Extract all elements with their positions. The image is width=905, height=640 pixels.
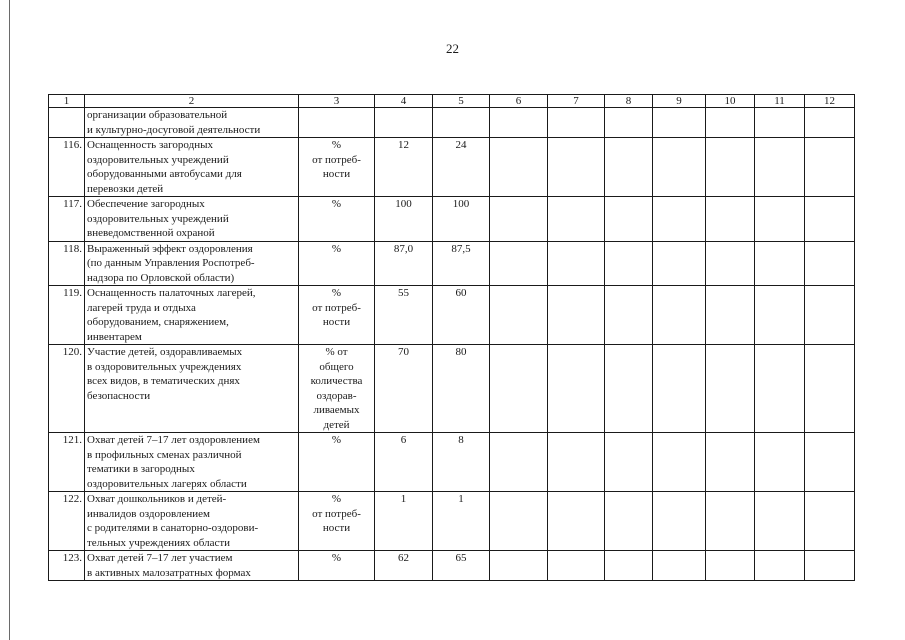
empty-cell: [605, 345, 653, 433]
row-number-cell: 122.: [49, 492, 85, 551]
empty-cell: [706, 433, 755, 492]
empty-cell: [805, 286, 855, 345]
unit-cell: %: [299, 433, 375, 492]
table-row: [49, 345, 855, 433]
table-row: [49, 108, 855, 138]
empty-cell: [755, 433, 805, 492]
empty-cell: [548, 138, 605, 197]
column-number-header: 8: [605, 95, 653, 108]
empty-cell: [605, 492, 653, 551]
value-cell-col4: 87,0: [375, 241, 433, 286]
column-number-header: 5: [433, 95, 490, 108]
empty-cell: [805, 345, 855, 433]
row-number-cell: 118.: [49, 241, 85, 286]
empty-cell: [548, 286, 605, 345]
unit-cell: %: [299, 241, 375, 286]
unit-cell: %: [299, 551, 375, 581]
empty-cell: [805, 492, 855, 551]
column-number-header: 11: [755, 95, 805, 108]
empty-cell: [755, 551, 805, 581]
empty-cell: [755, 345, 805, 433]
empty-cell: [605, 197, 653, 242]
row-number-cell: 116.: [49, 138, 85, 197]
empty-cell: [490, 433, 548, 492]
value-cell-col5: 80: [433, 345, 490, 433]
unit-cell: % от потреб- ности: [299, 138, 375, 197]
empty-cell: [605, 108, 653, 138]
unit-cell: % от потреб- ности: [299, 492, 375, 551]
empty-cell: [548, 345, 605, 433]
empty-cell: [548, 433, 605, 492]
value-cell-col4: 70: [375, 345, 433, 433]
empty-cell: [755, 241, 805, 286]
empty-cell: [548, 197, 605, 242]
empty-cell: [653, 345, 706, 433]
empty-cell: [653, 286, 706, 345]
empty-cell: [706, 492, 755, 551]
empty-cell: [548, 108, 605, 138]
value-cell-col5: 87,5: [433, 241, 490, 286]
empty-cell: [548, 492, 605, 551]
empty-cell: [706, 197, 755, 242]
indicators-table: [48, 94, 855, 581]
column-number-header: 7: [548, 95, 605, 108]
column-number-header: 4: [375, 95, 433, 108]
empty-cell: [653, 138, 706, 197]
indicator-cell: Оснащенность палаточных лагерей, лагерей труда и отдыха оборудованием, снаряжением, инвентарем: [85, 286, 299, 345]
empty-cell: [653, 433, 706, 492]
empty-cell: [706, 551, 755, 581]
indicator-cell: Выраженный эффект оздоровления (по данным Управления Роспотреб- надзора по Орловской области): [85, 241, 299, 286]
column-number-header: 3: [299, 95, 375, 108]
empty-cell: [490, 138, 548, 197]
empty-cell: [653, 197, 706, 242]
indicator-cell: Обеспечение загородных оздоровительных учреждений вневедомственной охраной: [85, 197, 299, 242]
empty-cell: [805, 197, 855, 242]
empty-cell: [706, 345, 755, 433]
empty-cell: [755, 492, 805, 551]
empty-cell: [490, 551, 548, 581]
value-cell-col5: 60: [433, 286, 490, 345]
indicator-cell: организации образовательной и культурно-досуговой деятельности: [85, 108, 299, 138]
value-cell-col5: 65: [433, 551, 490, 581]
empty-cell: [653, 108, 706, 138]
row-number-cell: 121.: [49, 433, 85, 492]
empty-cell: [706, 241, 755, 286]
page-number: 22: [446, 41, 459, 56]
value-cell-col5: [433, 108, 490, 138]
empty-cell: [755, 286, 805, 345]
empty-cell: [805, 108, 855, 138]
empty-cell: [548, 241, 605, 286]
value-cell-col4: [375, 108, 433, 138]
empty-cell: [490, 345, 548, 433]
column-number-header: 6: [490, 95, 548, 108]
unit-cell: [299, 108, 375, 138]
empty-cell: [755, 197, 805, 242]
column-number-header: 2: [85, 95, 299, 108]
value-cell-col5: 1: [433, 492, 490, 551]
value-cell-col4: 1: [375, 492, 433, 551]
row-number-cell: 123.: [49, 551, 85, 581]
table-row: [49, 138, 855, 197]
column-number-header: 9: [653, 95, 706, 108]
indicator-cell: Охват дошкольников и детей- инвалидов оздоровлением с родителями в санаторно-оздорови- тельных учреждениях области: [85, 492, 299, 551]
value-cell-col5: 100: [433, 197, 490, 242]
column-number-header: 10: [706, 95, 755, 108]
empty-cell: [605, 286, 653, 345]
table-row: [49, 241, 855, 286]
column-number-header: 1: [49, 95, 85, 108]
empty-cell: [490, 197, 548, 242]
empty-cell: [605, 241, 653, 286]
empty-cell: [605, 433, 653, 492]
column-number-header-row: [49, 95, 855, 108]
row-number-cell: 117.: [49, 197, 85, 242]
unit-cell: % от потреб- ности: [299, 286, 375, 345]
empty-cell: [490, 241, 548, 286]
empty-cell: [605, 551, 653, 581]
table-row: [49, 286, 855, 345]
empty-cell: [706, 286, 755, 345]
binding-edge-line: [9, 0, 10, 640]
table-row: [49, 551, 855, 581]
empty-cell: [605, 138, 653, 197]
table-row: [49, 433, 855, 492]
value-cell-col5: 24: [433, 138, 490, 197]
empty-cell: [805, 241, 855, 286]
indicator-cell: Охват детей 7–17 лет участием в активных малозатратных формах: [85, 551, 299, 581]
empty-cell: [490, 492, 548, 551]
value-cell-col4: 6: [375, 433, 433, 492]
table-row: [49, 492, 855, 551]
unit-cell: %: [299, 197, 375, 242]
unit-cell: % от общего количества оздорав- ливаемых детей: [299, 345, 375, 433]
table-row: [49, 197, 855, 242]
empty-cell: [706, 108, 755, 138]
row-number-cell: 119.: [49, 286, 85, 345]
value-cell-col4: 55: [375, 286, 433, 345]
row-number-cell: 120.: [49, 345, 85, 433]
value-cell-col4: 100: [375, 197, 433, 242]
empty-cell: [755, 138, 805, 197]
empty-cell: [653, 241, 706, 286]
value-cell-col4: 12: [375, 138, 433, 197]
empty-cell: [805, 138, 855, 197]
row-number-cell: [49, 108, 85, 138]
empty-cell: [706, 138, 755, 197]
indicator-cell: Оснащенность загородных оздоровительных учреждений оборудованными автобусами для перевозки детей: [85, 138, 299, 197]
empty-cell: [805, 551, 855, 581]
value-cell-col4: 62: [375, 551, 433, 581]
empty-cell: [490, 108, 548, 138]
empty-cell: [490, 286, 548, 345]
empty-cell: [805, 433, 855, 492]
empty-cell: [653, 492, 706, 551]
empty-cell: [755, 108, 805, 138]
empty-cell: [653, 551, 706, 581]
indicator-cell: Охват детей 7–17 лет оздоровлением в профильных сменах различной тематики в загородных оздоровительных лагерях области: [85, 433, 299, 492]
value-cell-col5: 8: [433, 433, 490, 492]
indicator-cell: Участие детей, оздоравливаемых в оздоровительных учреждениях всех видов, в тематических днях безопасности: [85, 345, 299, 433]
column-number-header: 12: [805, 95, 855, 108]
empty-cell: [548, 551, 605, 581]
